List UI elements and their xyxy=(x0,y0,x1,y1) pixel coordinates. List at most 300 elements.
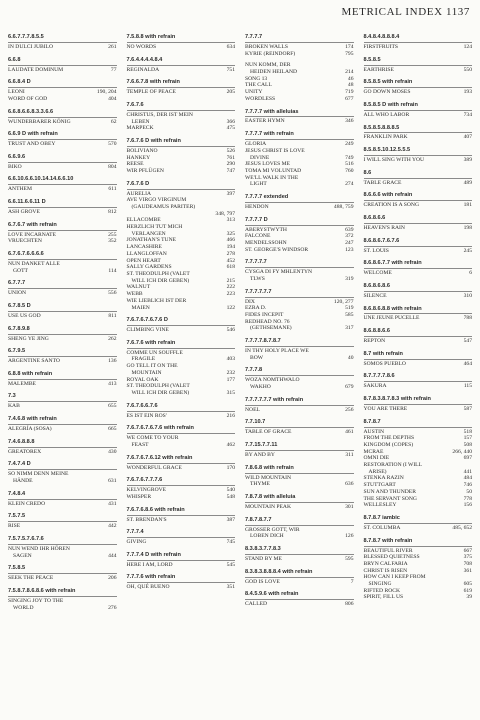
tune-entry xyxy=(245,504,354,511)
tune-entry xyxy=(364,112,473,119)
tune-name: KELVINGROVE xyxy=(126,487,167,494)
tune-entry xyxy=(127,539,236,546)
hymn-number: 636 xyxy=(345,481,354,488)
tune-name: ASH GROVE xyxy=(8,209,40,215)
tune-entry xyxy=(8,523,117,530)
hymn-number: 747 xyxy=(226,167,235,174)
meter-heading: 7.4.8.4 xyxy=(8,490,26,497)
tune-name: GO TELL IT ON THE xyxy=(126,363,178,370)
hymn-number: 77 xyxy=(110,66,117,73)
tune-entry xyxy=(364,338,473,345)
hymn-number: 430 xyxy=(108,448,117,455)
tune-name: TLWS xyxy=(250,276,265,282)
tune-name: (GETHSEMANE) xyxy=(250,325,292,332)
meter-rule xyxy=(127,146,236,147)
tune-entry xyxy=(8,232,117,239)
tune-entry xyxy=(245,51,354,58)
tune-entry xyxy=(8,449,117,456)
meter-rule xyxy=(364,42,473,43)
meter-heading: 7.7.7.7.7.7 with refrain xyxy=(245,396,304,403)
tune-name: JESUS CHRIST IS LOVE xyxy=(245,147,305,154)
tune-name: BOW xyxy=(250,354,264,361)
tune-entry xyxy=(8,471,117,478)
hymn-number: 548 xyxy=(226,493,235,500)
tune-entry xyxy=(245,227,354,234)
tune-name: OPEN HEART xyxy=(126,257,161,264)
tune-name: KYRIE (REINDORF) xyxy=(245,50,296,57)
hymn-number: 441 xyxy=(463,468,472,475)
tune-entry xyxy=(8,141,117,148)
hymn-number: 778 xyxy=(463,495,472,502)
tune-name: ANTHEM xyxy=(8,186,32,193)
hymn-number: 315 xyxy=(226,389,235,396)
page-number: 1137 xyxy=(446,6,470,18)
meter-rule xyxy=(245,297,354,298)
meter-rule xyxy=(364,381,473,382)
tune-entry xyxy=(245,384,354,391)
meter-heading: 7.7.7.7 xyxy=(245,34,263,40)
meter-rule xyxy=(364,546,473,547)
meter-heading: 8.6.8.6.8.8 with refrain xyxy=(363,305,422,312)
tune-entry xyxy=(127,442,236,449)
tune-name: UNE JEUNE PUCELLE xyxy=(363,315,420,322)
tune-entry xyxy=(8,598,117,605)
tune-entry xyxy=(127,191,236,198)
tune-entry xyxy=(8,426,117,433)
meter-rule xyxy=(364,268,473,269)
meter-rule xyxy=(245,599,354,600)
tune-entry xyxy=(364,442,473,449)
hymn-number: 156 xyxy=(463,502,472,509)
tune-entry xyxy=(127,67,236,74)
tune-entry xyxy=(127,224,236,231)
meter-heading: 8.7.8.7 iambic xyxy=(363,514,400,521)
tune-entry xyxy=(127,298,236,305)
meter-heading: 7.6.7.6.7.7.7.6 xyxy=(126,477,163,484)
tune-entry xyxy=(127,237,236,244)
meter-heading: 7.7.7.7.7.7 xyxy=(245,288,272,295)
tune-name: MENDELSSOHN xyxy=(245,239,287,246)
tune-name: FIDES INCEPIT xyxy=(245,312,284,319)
hymn-number: 518 xyxy=(463,428,472,435)
meter-rule xyxy=(8,162,117,163)
tune-entry xyxy=(127,204,236,211)
tune-entry xyxy=(364,469,473,476)
meter-heading: 6.7.8.5 D xyxy=(8,302,31,309)
tune-name: BROKEN WALLS xyxy=(245,43,288,50)
meter-rule xyxy=(8,424,117,425)
hymn-number: 485, 652 xyxy=(452,524,472,531)
meter-heading: 7.8.7.8.7.7 xyxy=(245,516,272,523)
tune-entry xyxy=(245,96,354,103)
tune-name: CYSGA DI FY MHLENTYN xyxy=(245,269,313,276)
tune-name: JONATHAN'S TUNE xyxy=(126,237,177,244)
tune-name: REESE xyxy=(126,161,144,168)
hymn-number: 397 xyxy=(226,190,235,197)
tune-name: ALEGRÍA (SOSA) xyxy=(8,426,52,433)
meter-heading: 7.7.10.7 xyxy=(245,419,266,426)
meter-heading: 8.5.8.5 xyxy=(363,56,381,63)
hymn-number: 788 xyxy=(463,315,472,322)
tune-name: WELCOME xyxy=(363,270,392,277)
tune-entry xyxy=(364,588,473,595)
tune-entry xyxy=(8,96,117,103)
hymn-number: 48 xyxy=(347,82,354,89)
index-column-4 xyxy=(364,34,473,611)
tune-name: WILL ICH DIR GEBEN) xyxy=(131,389,190,396)
tune-name: WONDERFUL GRACE xyxy=(126,464,182,471)
tune-name: TRUST AND OBEY xyxy=(8,141,56,148)
meter-rule xyxy=(8,447,117,448)
hymn-number: 266, 440 xyxy=(452,448,472,455)
tune-entry xyxy=(245,118,354,125)
tune-entry xyxy=(8,290,117,297)
tune-name: CREATION IS A SONG xyxy=(363,202,419,209)
tune-name: BIKO xyxy=(8,163,22,170)
hymn-number: 639 xyxy=(345,226,354,233)
meter-heading: 7.5.7.5.7.6.7.6 xyxy=(8,535,44,542)
tune-entry xyxy=(245,247,354,254)
meter-heading: 8.5.8.5.8.8.8.5 xyxy=(363,124,400,131)
hymn-number: 484 xyxy=(463,475,472,482)
meter-heading: 8.7.7.7.7.8.6 xyxy=(363,373,395,380)
tune-entry xyxy=(8,381,117,388)
tune-entry xyxy=(245,161,354,168)
tune-entry xyxy=(8,403,117,410)
meter-rule xyxy=(127,189,236,190)
meter-rule xyxy=(8,544,117,545)
meter-rule xyxy=(8,288,117,289)
hymn-number: 177 xyxy=(226,376,235,383)
hymn-number: 746 xyxy=(463,482,472,489)
meter-rule xyxy=(127,463,236,464)
hymn-number: 389 xyxy=(463,157,472,164)
tune-entry xyxy=(8,261,117,268)
tune-entry xyxy=(245,305,354,312)
tune-entry xyxy=(245,240,354,247)
tune-name: BEAUTIFUL RIVER xyxy=(363,547,413,554)
hymn-number: 489 xyxy=(463,179,472,186)
tune-name: SPIRIT, FILL US xyxy=(363,594,404,601)
hymn-number: 6 xyxy=(469,270,472,277)
hymn-number: 174 xyxy=(345,43,354,50)
tune-entry xyxy=(127,148,236,155)
meter-heading: 6.7.6.7 with refrain xyxy=(8,221,57,228)
tune-entry xyxy=(127,465,236,472)
hymn-number: 245 xyxy=(463,247,472,254)
hymn-number: 274 xyxy=(345,181,354,188)
meter-heading: 8.6.8.6.6 xyxy=(363,215,386,221)
meter-rule xyxy=(364,87,473,88)
tune-name: TOMA MI VOLUNTAD xyxy=(245,167,302,174)
index-title: METRICAL INDEX xyxy=(341,6,443,18)
hymn-number: 256 xyxy=(345,406,354,413)
tune-entry xyxy=(8,186,117,193)
meter-rule xyxy=(8,596,117,597)
tune-name: LAUDATE DOMINUM xyxy=(8,66,64,73)
hymn-number: 466 xyxy=(226,237,235,244)
tune-name: CHRISTUS, DER IST MEIN xyxy=(126,111,193,118)
tune-name: SILENCE xyxy=(363,292,387,299)
meter-heading: 7.7.7.7.7 xyxy=(245,259,267,266)
meter-heading: 6.7.6.7.6.6.6.6 xyxy=(8,251,44,258)
tune-name: LIGHT xyxy=(250,181,267,188)
tune-entry xyxy=(127,217,236,224)
hymn-number: 508 xyxy=(463,441,472,448)
tune-name: NOEL xyxy=(245,406,260,413)
tune-name: HANKEY xyxy=(126,154,151,161)
tune-entry xyxy=(245,141,354,148)
tune-entry xyxy=(127,383,236,390)
meter-heading: 8.6 xyxy=(363,169,372,176)
tune-entry xyxy=(245,69,354,76)
meter-rule xyxy=(364,313,473,314)
tune-name: SALLY GARDENS xyxy=(126,264,172,271)
tune-name: WHISPER xyxy=(126,493,152,500)
meter-rule xyxy=(8,499,117,500)
hymn-number: 475 xyxy=(226,125,235,132)
meter-heading: 8.6.6.6 with refrain xyxy=(363,192,413,199)
tune-entry xyxy=(364,568,473,575)
tune-entry xyxy=(245,348,354,355)
hymn-number: 697 xyxy=(463,455,472,462)
hymn-number: 205 xyxy=(226,89,235,96)
tune-name: EASTER HYMN xyxy=(245,118,285,125)
tune-entry xyxy=(364,202,473,209)
tune-name: KINGDOM (COPES) xyxy=(363,441,414,448)
tune-entry xyxy=(127,494,236,501)
tune-entry xyxy=(364,475,473,482)
meter-rule xyxy=(364,246,473,247)
tune-name: ST. COLUMBA xyxy=(363,524,401,531)
hymn-number: 677 xyxy=(345,95,354,102)
tune-name: HEAVEN'S RAIN xyxy=(363,224,405,231)
meter-heading: 7.6.7.6.8.6 with refrain xyxy=(126,506,185,513)
tune-name: MOUNTAIN PEAK xyxy=(245,503,292,510)
tune-name: HERE I AM, LORD xyxy=(126,561,173,568)
page-header xyxy=(341,6,470,18)
hymn-number: 276 xyxy=(108,604,117,611)
meter-heading: 7.5.8.7.8.6.8.6 with refrain xyxy=(8,587,76,594)
meter-heading: 6.6.9.6 xyxy=(8,153,26,160)
meter-rule xyxy=(245,139,354,140)
tune-entry xyxy=(8,119,117,126)
tune-name: AURELIA xyxy=(126,190,152,197)
tune-name: BRYN CALFARIA xyxy=(363,560,408,567)
tune-name: WORLD xyxy=(13,604,34,611)
tune-name: SAGEN xyxy=(13,552,32,559)
tune-entry xyxy=(364,315,473,322)
tune-name: REPTON xyxy=(363,338,386,345)
tune-entry xyxy=(8,67,117,74)
hymn-number: 655 xyxy=(108,403,117,410)
tune-entry xyxy=(364,449,473,456)
meter-rule xyxy=(127,560,236,561)
meter-rule xyxy=(127,411,236,412)
tune-name: WAKHO xyxy=(250,384,271,391)
tune-name: LEBEN xyxy=(131,118,150,125)
tune-entry xyxy=(245,155,354,162)
hymn-number: 351 xyxy=(226,584,235,591)
meter-rule xyxy=(245,116,354,117)
tune-entry xyxy=(127,584,236,591)
hymn-number: 278 xyxy=(226,250,235,257)
tune-name: ST. BRENDAN'S xyxy=(126,516,167,523)
hymn-number: 255 xyxy=(108,231,117,238)
tune-name: TABLE OF GRACE xyxy=(245,429,292,436)
hymn-number: 115 xyxy=(463,383,472,390)
tune-name: CHRIST IS RISEN xyxy=(363,567,408,574)
tune-entry xyxy=(245,44,354,51)
hymn-number: 190, 204 xyxy=(96,89,117,96)
tune-name: WEBB xyxy=(126,291,143,298)
meter-rule xyxy=(245,502,354,503)
hymn-number: 546 xyxy=(226,327,235,334)
meter-rule xyxy=(127,537,236,538)
tune-entry xyxy=(245,168,354,175)
meter-rule xyxy=(8,334,117,335)
tune-entry xyxy=(127,119,236,126)
meter-heading: 6.6.11.6.6.11 D xyxy=(8,199,46,206)
meter-heading: 7.5.8.8 with refrain xyxy=(126,34,176,40)
hymn-number: 261 xyxy=(108,43,117,50)
tune-name: SO NIMM DENN MEINE xyxy=(8,471,69,478)
tune-name: ST. THEODULPH (VALET xyxy=(126,271,190,277)
tune-name: HERZLICH TUT MICH xyxy=(126,224,183,231)
tune-entry xyxy=(8,44,117,51)
tune-entry xyxy=(127,350,236,357)
tune-entry xyxy=(364,44,473,51)
hymn-number: 540 xyxy=(226,487,235,494)
tune-name: ES IST EIN ROS' xyxy=(126,412,167,419)
hymn-number: 795 xyxy=(345,50,354,57)
meter-rule xyxy=(245,473,354,474)
meter-rule xyxy=(8,469,117,470)
tune-name: SINGING JOY TO THE xyxy=(8,597,64,604)
tune-name: NUN WEND IHR HÖREN xyxy=(8,545,70,552)
hymn-number: 587 xyxy=(463,405,472,412)
meter-heading: 8.7.8.3.8.7.8.3 with refrain xyxy=(363,396,431,402)
meter-heading: 7.7.7.8 xyxy=(245,367,263,374)
hymn-number: 181 xyxy=(463,202,472,209)
tune-name: SHENG YE JING xyxy=(8,335,49,342)
tune-name: BLESSED QUIETNESS xyxy=(363,554,420,561)
meter-heading: 6.6.8.4 D xyxy=(8,79,31,86)
tune-entry xyxy=(364,406,473,413)
hymn-number: 311 xyxy=(345,451,354,458)
tune-name: WORDLESS xyxy=(245,95,276,102)
tune-name: FALCONE xyxy=(245,233,271,240)
tune-entry xyxy=(245,475,354,482)
index-column-3 xyxy=(245,34,354,611)
tune-entry xyxy=(127,264,236,271)
hymn-number: 611 xyxy=(108,186,117,193)
tune-name: STAND BY ME xyxy=(245,555,282,562)
meter-rule xyxy=(8,87,117,88)
meter-heading: 8.3.8.3.8.8.8.4 with refrain xyxy=(245,568,313,575)
tune-name: TEMPLE OF PEACE xyxy=(126,89,176,96)
tune-entry xyxy=(127,251,236,258)
tune-name: COMME UN SOUFFLE xyxy=(126,349,183,356)
meter-rule xyxy=(8,311,117,312)
tune-name: MALEMBE xyxy=(8,380,36,387)
hymn-number: 215 xyxy=(226,277,235,284)
tune-entry xyxy=(127,168,236,175)
meter-heading: 8.7 with refrain xyxy=(363,350,403,357)
hymn-number: 46 xyxy=(347,75,354,82)
tune-name: THYME xyxy=(250,481,270,488)
tune-name: LANCASHIRE xyxy=(126,244,162,251)
tune-name: IN THY HOLY PLACE WE xyxy=(245,348,309,355)
hymn-number: 413 xyxy=(108,380,117,387)
hymn-number: 39 xyxy=(466,594,472,601)
meter-rule xyxy=(364,110,473,111)
tune-entry xyxy=(364,525,473,532)
tune-entry xyxy=(245,233,354,240)
tune-name: HOW CAN I KEEP FROM xyxy=(363,574,426,581)
tune-name: WILL ICH DIR GEBEN) xyxy=(131,277,190,284)
meter-heading: 7.8.6.8 with refrain xyxy=(245,464,294,471)
meter-heading: 8.5.8.5.10.12.5.5.5 xyxy=(363,147,411,154)
tune-entry xyxy=(8,268,117,275)
meter-heading: 6.6.9 D with refrain xyxy=(8,131,58,138)
meter-heading: 8.5.8.5 D with refrain xyxy=(363,101,418,108)
tune-entry xyxy=(127,284,236,291)
meter-rule xyxy=(364,427,473,428)
tune-name: AVE VIRGO VIRGINUM xyxy=(126,197,187,204)
meter-heading: 7.6.7.6.7.6.7.6 with refrain xyxy=(126,425,194,432)
tune-entry xyxy=(364,489,473,496)
hymn-number: 232 xyxy=(226,369,235,376)
tune-name: IN DULCI JUBILO xyxy=(8,43,54,50)
hymn-number: 361 xyxy=(463,567,472,574)
tune-entry xyxy=(8,238,117,245)
tune-name: ELLACOMBE xyxy=(126,217,161,224)
hymn-number: 114 xyxy=(108,267,117,274)
meter-rule xyxy=(8,207,117,208)
meter-heading: 7.7.7.7 with alleluias xyxy=(245,108,299,115)
tune-name: ALL WHO LABOR xyxy=(363,111,410,118)
meter-heading: 7.8.7.8 with alleluia xyxy=(245,494,296,500)
hymn-number: 404 xyxy=(108,95,117,102)
meter-heading: 7.4.7.4 D xyxy=(8,461,31,468)
tune-entry xyxy=(8,605,117,612)
tune-entry xyxy=(127,161,236,168)
index-columns xyxy=(8,34,472,611)
tune-name: RIFTED ROCK xyxy=(363,587,401,594)
hymn-number: 442 xyxy=(108,523,117,530)
tune-entry xyxy=(127,258,236,265)
hymn-number: 407 xyxy=(463,134,472,141)
hymn-number: 352 xyxy=(108,238,117,245)
tune-name: KLEIN CREDO xyxy=(8,500,46,507)
meter-rule xyxy=(245,577,354,578)
tune-name: GREATOREX xyxy=(8,448,42,455)
tune-name: OH, QUÉ BUENO xyxy=(126,584,170,591)
tune-name: STENKA RAZIN xyxy=(363,475,404,482)
tune-entry xyxy=(127,197,236,204)
hymn-number: 444 xyxy=(108,552,117,559)
meter-heading: 7.6.4.4.4.4.8.4 xyxy=(126,56,163,63)
meter-heading: 6.7.9.5 xyxy=(8,348,26,355)
meter-rule xyxy=(245,427,354,428)
tune-name: DIVINE xyxy=(250,154,270,161)
tune-name: MCRAE xyxy=(363,448,384,455)
tune-name: WIR PFLÜGEN xyxy=(126,167,164,174)
meter-rule xyxy=(127,348,236,349)
hymn-number: 461 xyxy=(345,429,354,436)
hymn-number: 570 xyxy=(108,141,117,148)
